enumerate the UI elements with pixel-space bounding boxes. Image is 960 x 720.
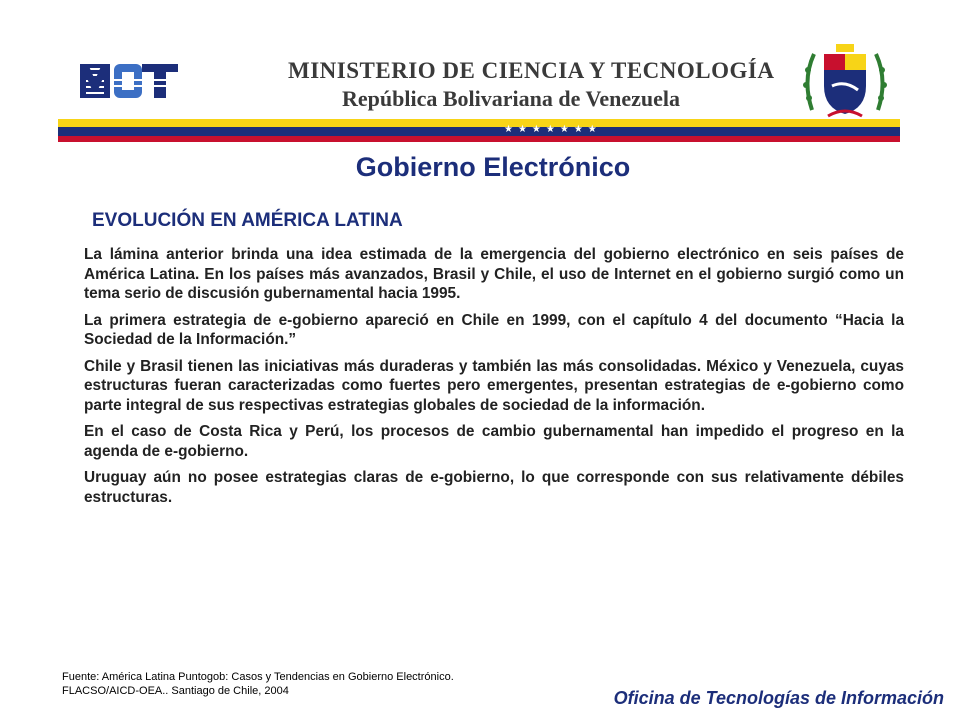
source-citation bbox=[62, 670, 454, 698]
venezuela-coat-of-arms-icon bbox=[800, 40, 890, 120]
slide-subtitle: EVOLUCIÓN EN AMÉRICA LATINA bbox=[92, 210, 403, 231]
paragraph: La lámina anterior brinda una idea estimada de la emergencia del gobierno electrónico en seis países de América Latina. En los países más avanzados, Brasil y Chile, el uso de Internet en el gobierno surgió como un tema serio de discusión gubernamental hacia 1995. bbox=[84, 246, 904, 302]
office-name: Oficina de Tecnologías de Información bbox=[613, 688, 944, 708]
flag-yellow-stripe bbox=[58, 119, 900, 127]
seven-stars-icon: ★★★★★★★ bbox=[504, 124, 602, 135]
slide-title: Gobierno Electrónico bbox=[355, 152, 631, 182]
source-line: Fuente: América Latina Puntogob: Casos y Tendencias en Gobierno Electrónico. bbox=[62, 671, 454, 683]
ministry-header bbox=[288, 58, 775, 112]
source-line: FLACSO/AICD-OEA.. Santiago de Chile, 2004 bbox=[62, 685, 289, 697]
country-name: República Bolivariana de Venezuela bbox=[342, 86, 680, 111]
paragraph: La primera estrategia de e-gobierno apareció en Chile en 1999, con el capítulo 4 del documento “Hacia la Sociedad de la Información.” bbox=[84, 311, 904, 348]
paragraph: En el caso de Costa Rica y Perú, los procesos de cambio gubernamental han impedido el progreso en la agenda de e-gobierno. bbox=[84, 423, 904, 460]
ministry-name: MINISTERIO DE CIENCIA Y TECNOLOGÍA bbox=[288, 58, 775, 83]
flag-band bbox=[58, 119, 900, 142]
flag-red-stripe bbox=[58, 136, 900, 142]
flag-blue-stripe bbox=[58, 124, 900, 136]
paragraph: Chile y Brasil tienen las iniciativas más duraderas y también las más consolidadas. México y Venezuela, cuyas estructuras fueran caracterizadas como fuertes pero emergentes, presentan estrategias de e-gobierno como parte integral de sus respectivas estrategias globales de sociedad de la información. bbox=[84, 357, 904, 414]
mct-logo bbox=[80, 58, 178, 104]
paragraph: Uruguay aún no posee estrategias claras de e-gobierno, lo que corresponde con sus relativamente débiles estructuras. bbox=[84, 469, 904, 506]
body-text bbox=[84, 245, 904, 514]
